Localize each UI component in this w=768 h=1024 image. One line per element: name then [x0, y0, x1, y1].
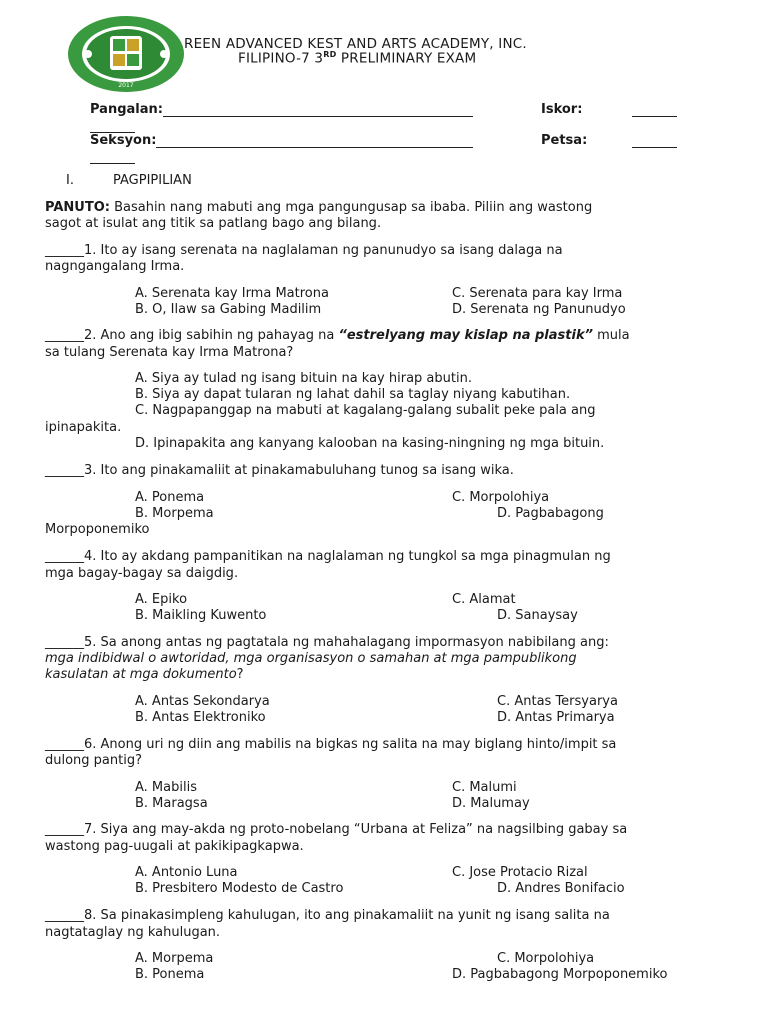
- q8-option-b: B. Ponema: [135, 967, 205, 982]
- q8-option-c: C. Morpolohiya: [497, 951, 595, 966]
- q4-option-a: A. Epiko: [135, 592, 188, 607]
- q7-option-b: B. Presbitero Modesto de Castro: [135, 881, 344, 896]
- q5-option-a: A. Antas Sekondarya: [135, 694, 270, 709]
- q3-option-d: D. Pagbabagong: [497, 506, 604, 521]
- section-title: PAGPIPILIAN: [113, 173, 192, 188]
- question-3: ______3. Ito ang pinakamaliit at pinakamabuluhang tunog sa isang wika.: [45, 463, 514, 478]
- question-4: ______4. Ito ay akdang pampanitikan na naglalaman ng tungkol sa mga pinagmulan ng: [45, 549, 611, 564]
- date-line[interactable]: [632, 147, 677, 148]
- question-8-line2: nagtataglay ng kahulugan.: [45, 925, 221, 940]
- section-line[interactable]: [156, 147, 473, 148]
- q2-option-c: C. Nagpapanggap na mabuti at kagalang-galang subalit peke pala ang: [135, 403, 596, 418]
- q2-option-d: D. Ipinapakita ang kanyang kalooban na kasing-ningning ng mga bituin.: [135, 436, 605, 451]
- q2-option-c-cont: ipinapakita.: [45, 420, 122, 435]
- q7-option-c: C. Jose Protacio Rizal: [452, 865, 588, 880]
- q3-option-b: B. Morpema: [135, 506, 214, 521]
- q6-option-c: C. Malumi: [452, 780, 517, 795]
- q7-option-d: D. Andres Bonifacio: [497, 881, 625, 896]
- q5-option-d: D. Antas Primarya: [497, 710, 615, 725]
- question-6: ______6. Anong uri ng diin ang mabilis na bigkas ng salita na may biglang hinto/impit sa: [45, 737, 617, 752]
- q1-option-a: A. Serenata kay Irma Matrona: [135, 286, 329, 301]
- instructions-line2: sagot at isulat ang titik sa patlang bago ang bilang.: [45, 216, 382, 231]
- q6-option-d: D. Malumay: [452, 796, 530, 811]
- question-7-line2: wastong pag-uugali at pakikipagkapwa.: [45, 839, 304, 854]
- name-line[interactable]: [163, 116, 473, 117]
- question-7: ______7. Siya ang may-akda ng proto-nobelang “Urbana at Feliza” na nagsilbing gabay sa: [45, 822, 628, 837]
- question-1-line2: nagngangalang Irma.: [45, 259, 185, 274]
- question-2-line2: sa tulang Serenata kay Irma Matrona?: [45, 345, 294, 360]
- score-line[interactable]: [632, 116, 677, 117]
- date-line-overflow: [90, 163, 135, 164]
- q1-option-b: B. O, Ilaw sa Gabing Madilim: [135, 302, 322, 317]
- q4-option-d: D. Sanaysay: [497, 608, 578, 623]
- section-field: Seksyon:: [90, 133, 473, 148]
- question-5-line3: kasulatan at mga dokumento?: [45, 667, 244, 682]
- q5-option-c: C. Antas Tersyarya: [497, 694, 618, 709]
- question-8: ______8. Sa pinakasimpleng kahulugan, ito ang pinakamaliit na yunit ng isang salita na: [45, 908, 610, 923]
- q5-option-b: B. Antas Elektroniko: [135, 710, 266, 725]
- question-4-line2: mga bagay-bagay sa daigdig.: [45, 566, 239, 581]
- q8-option-d: D. Pagbabagong Morpoponemiko: [452, 967, 668, 982]
- q1-option-d: D. Serenata ng Panunudyo: [452, 302, 626, 317]
- q7-option-a: A. Antonio Luna: [135, 865, 238, 880]
- q6-option-a: A. Mabilis: [135, 780, 197, 795]
- q3-option-a: A. Ponema: [135, 490, 205, 505]
- q3-option-d-cont: Morpoponemiko: [45, 522, 150, 537]
- question-1: ______1. Ito ay isang serenata na naglalaman ng panunudyo sa isang dalaga na: [45, 243, 563, 258]
- date-label: Petsa:: [541, 133, 588, 148]
- school-name: REEN ADVANCED KEST AND ARTS ACADEMY, INC.: [184, 36, 527, 52]
- q8-option-a: A. Morpema: [135, 951, 214, 966]
- exam-title: FILIPINO-7 3RD PRELIMINARY EXAM: [238, 50, 477, 67]
- q2-option-b: B. Siya ay dapat tularan ng lahat dahil sa taglay niyang kabutihan.: [135, 387, 571, 402]
- q6-option-b: B. Maragsa: [135, 796, 208, 811]
- question-5-line2: mga indibidwal o awtoridad, mga organisasyon o samahan at mga pampublikong: [45, 651, 577, 666]
- name-field: Pangalan:: [90, 102, 473, 117]
- logo-year: 2017: [118, 82, 134, 89]
- score-label: Iskor:: [541, 102, 583, 117]
- section-number: I.: [66, 173, 74, 188]
- q2-option-a: A. Siya ay tulad ng isang bituin na kay hirap abutin.: [135, 371, 472, 386]
- q3-option-c: C. Morpolohiya: [452, 490, 550, 505]
- instructions: PANUTO: Basahin nang mabuti ang mga pangungusap sa ibaba. Piliin ang wastong: [45, 200, 593, 215]
- q4-option-c: C. Alamat: [452, 592, 516, 607]
- question-2: ______2. Ano ang ibig sabihin ng pahayag na “estrelyang may kislap na plastik” mula: [45, 328, 630, 343]
- q4-option-b: B. Maikling Kuwento: [135, 608, 267, 623]
- question-5: ______5. Sa anong antas ng pagtatala ng mahahalagang impormasyon nabibilang ang:: [45, 635, 609, 650]
- q1-option-c: C. Serenata para kay Irma: [452, 286, 623, 301]
- school-logo: [66, 14, 186, 94]
- question-6-line2: dulong pantig?: [45, 753, 142, 768]
